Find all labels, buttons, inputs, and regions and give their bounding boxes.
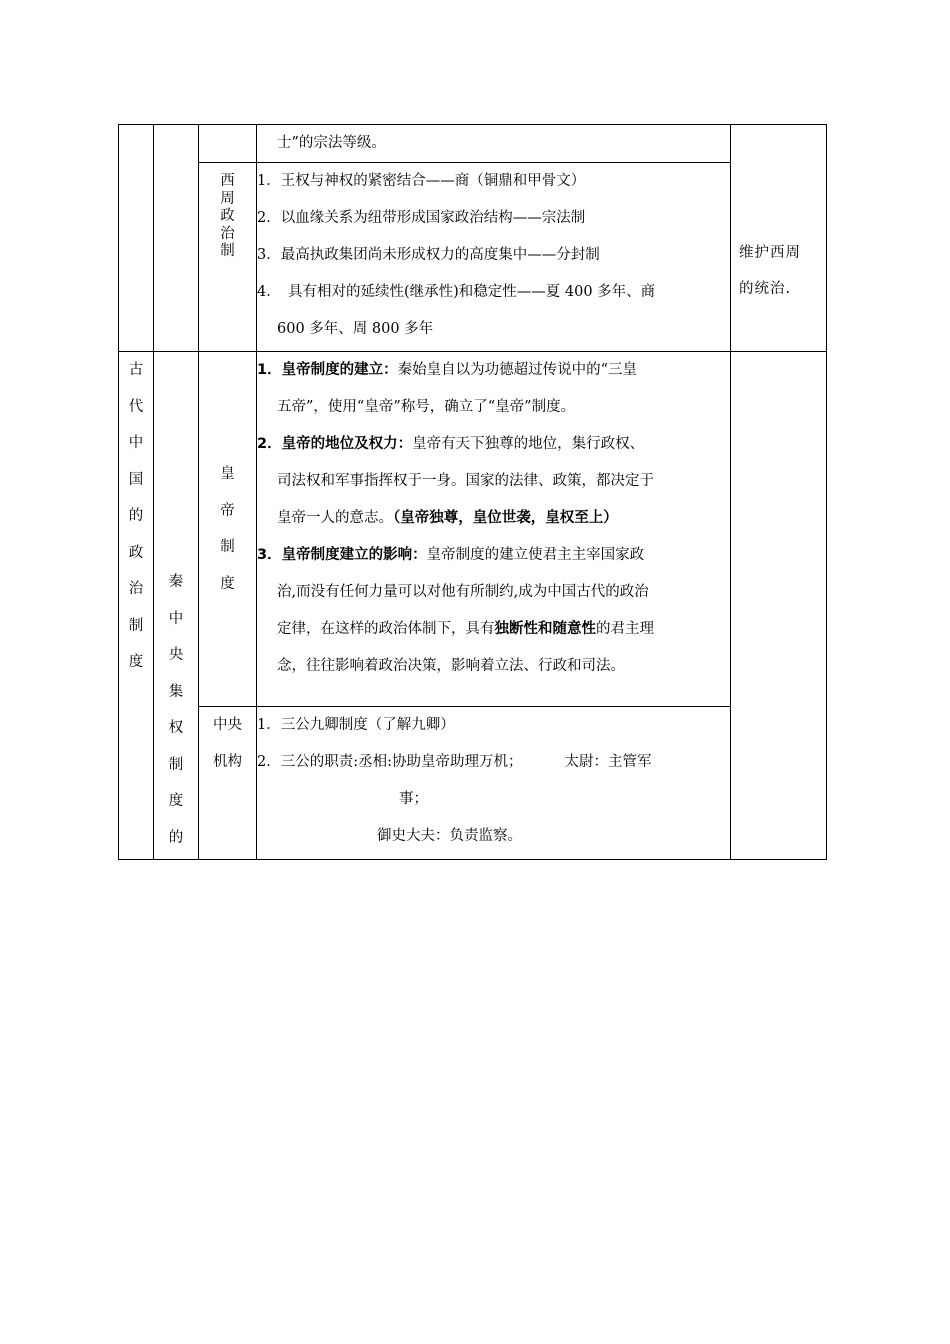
continuation-text: 士”的宗法等级。 (277, 135, 386, 151)
paragraph-line: 1．皇帝制度的建立：秦始皇自以为功德超过传说中的“三皇 (257, 362, 638, 378)
paragraph-line: 定律，在这样的政治体制下，具有独断性和随意性的君主理 (277, 621, 654, 637)
paragraph-line: 2．皇帝的地位及权力：皇帝有天下独尊的地位，集行政权、 (257, 436, 645, 452)
paragraph-line: 司法权和军事指挥权于一身。国家的法律、政策，都决定于 (277, 473, 654, 489)
central-label-cell (199, 707, 257, 860)
continuation-cell (257, 125, 731, 163)
history-table (118, 124, 827, 860)
emphasis-text: （皇帝独尊，皇位世袭，皇权至上） (393, 510, 618, 526)
label-cell-empty (199, 125, 257, 163)
xizhou-content-cell (257, 163, 731, 352)
emperor-label: 皇 帝 制 度 (220, 466, 235, 592)
list-item: 1．王权与神权的紧密结合——商（铜鼎和甲骨文） (257, 173, 586, 189)
category-label: 古 代 中 国 的 政 治 制 度 (128, 362, 144, 670)
paragraph-heading: 1．皇帝制度的建立： (257, 362, 398, 378)
subcategory-label: 秦 中 央 集 权 制 度 的 (168, 574, 184, 846)
note-line-2: 的统治. (739, 281, 792, 297)
list-item-continuation: 事； (399, 791, 428, 807)
xizhou-label: 西 周 政 治 制 (220, 173, 235, 259)
list-item: 2．三公的职责:丞相:协助皇帝助理万机； 太尉：主管军 (257, 754, 652, 770)
paragraph-line: 治,而没有任何力量可以对他有所制约,成为中国古代的政治 (277, 584, 649, 600)
central-content-cell (257, 707, 731, 860)
subcategory-cell (154, 352, 199, 860)
table-row (119, 707, 827, 860)
emphasis-text: 独断性和随意性 (494, 621, 596, 637)
list-item: 4． 具有相对的延续性(继承性)和稳定性——夏 400 多年、商 (257, 284, 656, 300)
paragraph-heading: 2．皇帝的地位及权力： (257, 436, 413, 452)
list-item-continuation: 御史大夫：负责监察。 (377, 828, 522, 844)
list-item: 1．三公九卿制度（了解九卿） (257, 717, 455, 733)
emperor-label-cell (199, 352, 257, 707)
note-cell (731, 125, 827, 352)
emperor-content-cell (257, 352, 731, 707)
paragraph-line: 念，往往影响着政治决策，影响着立法、行政和司法。 (277, 658, 625, 674)
table-row (119, 125, 827, 163)
paragraph-heading: 3．皇帝制度建立的影响： (257, 547, 427, 563)
table-row (119, 163, 827, 352)
list-item-continuation: 600 多年、周 800 多年 (277, 321, 434, 337)
paragraph-line: 五帝”，使用“皇帝”称号，确立了“皇帝”制度。 (277, 399, 576, 415)
paragraph-line: 3．皇帝制度建立的影响：皇帝制度的建立使君主主宰国家政 (257, 547, 645, 563)
paragraph-line: 皇帝一人的意志。（皇帝独尊，皇位世袭，皇权至上） (277, 510, 618, 526)
central-label: 中央 机构 (213, 717, 242, 770)
category-cell-empty (119, 125, 154, 352)
note-cell-empty (731, 352, 827, 860)
category-cell (119, 352, 154, 860)
list-item: 3．最高执政集团尚未形成权力的高度集中——分封制 (257, 247, 600, 263)
table-row (119, 352, 827, 707)
subcategory-cell-empty (154, 125, 199, 352)
xizhou-label-cell (199, 163, 257, 352)
list-item: 2．以血缘关系为纽带形成国家政治结构——宗法制 (257, 210, 586, 226)
note-line-1: 维护西周 (739, 245, 801, 261)
